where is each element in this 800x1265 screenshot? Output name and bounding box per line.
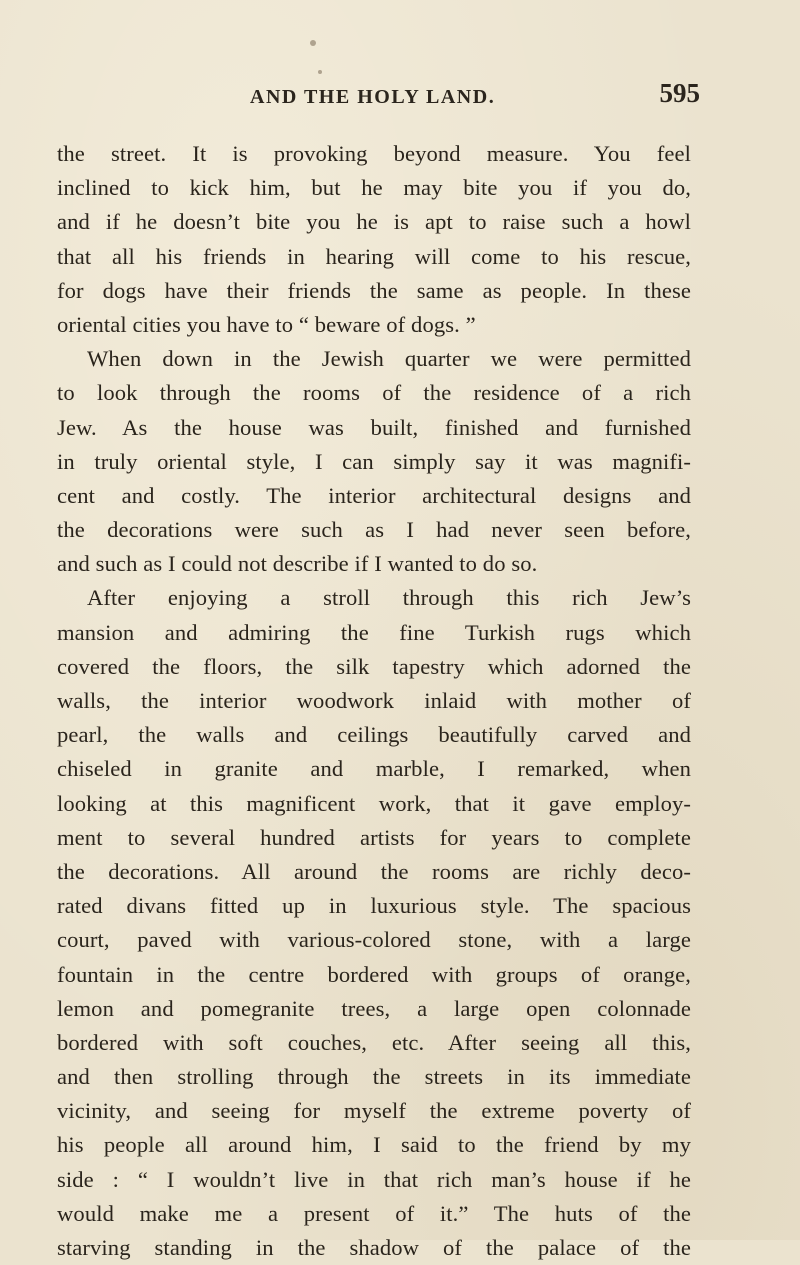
ink-speck <box>310 40 316 46</box>
text-line: lemon and pomegranite trees, a large open colonnade <box>57 995 691 1021</box>
text-line: that all his friends in hearing will come to his rescue, <box>57 243 691 269</box>
text-line: oriental cities you have to “ beware of dogs. ” <box>57 311 476 337</box>
text-line: would make me a present of it.” The huts of the <box>57 1200 691 1226</box>
text-line: After enjoying a stroll through this rich Jew’s <box>87 585 691 611</box>
text-line: walls, the interior woodwork inlaid with mother of <box>57 688 691 713</box>
text-line: rated divans fitted up in luxurious style. The spacious <box>57 893 691 919</box>
text-line: for dogs have their friends the same as people. In these <box>57 277 691 303</box>
text-line: side : “ I wouldn’t live in that rich man’s house if he <box>57 1166 691 1192</box>
text-line: looking at this magnificent work, that it gave employ- <box>57 790 691 816</box>
text-line: the decorations were such as I had never seen before, <box>57 517 691 543</box>
text-line: the street. It is provoking beyond measure. You feel <box>57 141 691 166</box>
text-line: his people all around him, I said to the friend by my <box>57 1132 691 1158</box>
text-line: the decorations. All around the rooms are richly deco- <box>57 858 691 884</box>
text-line: starving standing in the shadow of the palace of the <box>57 1235 691 1260</box>
text-line: and then strolling through the streets in its immediate <box>57 1064 691 1090</box>
text-line: pearl, the walls and ceilings beautifully carved and <box>57 722 691 748</box>
text-line: bordered with soft couches, etc. After seeing all this, <box>57 1029 691 1055</box>
text-line: mansion and admiring the fine Turkish rugs which <box>57 619 691 645</box>
running-head: AND THE HOLY LAND. <box>250 86 496 108</box>
page-header <box>250 78 700 112</box>
text-line: vicinity, and seeing for myself the extreme poverty of <box>57 1098 691 1124</box>
body-text <box>57 137 691 1265</box>
text-line: covered the floors, the silk tapestry which adorned the <box>57 653 691 679</box>
text-line: When down in the Jewish quarter we were permitted <box>87 346 691 372</box>
text-line: and such as I could not describe if I wanted to do so. <box>57 551 538 577</box>
page-number: 595 <box>659 78 700 108</box>
text-line: court, paved with various-colored stone, with a large <box>57 927 691 953</box>
text-line: ment to several hundred artists for years to complete <box>57 824 691 850</box>
text-line: and if he doesn’t bite you he is apt to raise such a howl <box>57 209 691 235</box>
text-line: chiseled in granite and marble, I remarked, when <box>57 756 691 782</box>
text-line: Jew. As the house was built, finished and furnished <box>57 414 691 440</box>
text-line: cent and costly. The interior architectural designs and <box>57 482 691 508</box>
text-line: to look through the rooms of the residence of a rich <box>57 380 691 406</box>
text-line: inclined to kick him, but he may bite you if you do, <box>57 175 691 201</box>
ink-speck <box>318 70 322 74</box>
text-line: fountain in the centre bordered with groups of orange, <box>57 961 691 987</box>
text-line: in truly oriental style, I can simply say it was magnifi- <box>57 448 691 474</box>
